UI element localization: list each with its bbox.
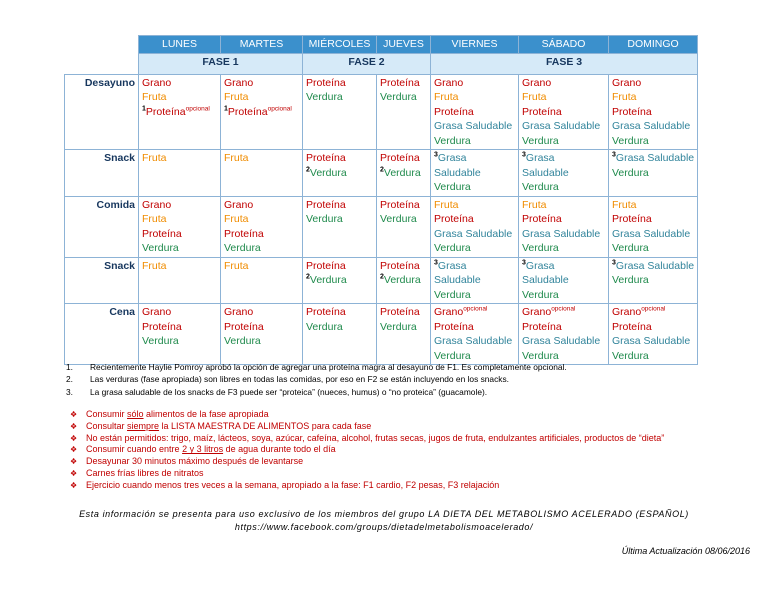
footnote: 3. La grasa saludable de los snacks de F3 puede ser “proteica” (nueces, humus) o “no proteica” (guacamole). bbox=[66, 386, 488, 397]
footnote: 2. Las verduras (fase apropiada) son libres en todas las comidas, por eso en F2 se están incluyendo en los snacks. bbox=[66, 374, 509, 385]
rule-item: ❖ Consumir sólo alimentos de la fase apropiada bbox=[70, 409, 269, 419]
row-cena bbox=[65, 304, 698, 365]
diamond-bullet-icon: ❖ bbox=[70, 421, 78, 431]
rule-item: ❖ Desayunar 30 minutos máximo después de levantarse bbox=[70, 456, 304, 467]
cell: Grano Fruta Proteína Grasa Saludable Verdura bbox=[609, 74, 698, 150]
phase-2: FASE 2 bbox=[303, 53, 431, 74]
cell: Fruta bbox=[139, 257, 221, 304]
cell: Proteína Verdura bbox=[377, 74, 431, 150]
cell: Proteína $^2$Verdura bbox=[377, 257, 431, 304]
diamond-bullet-icon: ❖ bbox=[70, 468, 78, 478]
diamond-bullet-icon: ❖ bbox=[70, 480, 78, 490]
last-updated: Última Actualización 08/06/2016 bbox=[621, 546, 750, 556]
diamond-bullet-icon: ❖ bbox=[70, 433, 78, 443]
rule-item: ❖ No están permitidos: trigo, maíz, lácteos, soya, azúcar, cafeína, alcohol, frutas secas, jugos de fruta, endulzantes artificiales, productos de “dieta” bbox=[70, 432, 665, 443]
cell: Grano Proteína Verdura bbox=[139, 304, 221, 365]
cell: $^3$Grasa Saludable Verdura bbox=[431, 257, 519, 304]
cell: Grano$^{opcional}$ Proteína Grasa Saludable Verdura bbox=[431, 304, 519, 365]
rule-item: ❖ Carnes frías libres de nitratos bbox=[70, 467, 204, 478]
meal-label: Desayuno bbox=[65, 74, 139, 150]
row-desayuno bbox=[65, 74, 698, 150]
cell: Proteína $^2$Verdura bbox=[303, 150, 377, 197]
corner-cell bbox=[65, 36, 139, 75]
cell: Grano Fruta Proteína Verdura bbox=[221, 196, 303, 257]
footer-disclaimer bbox=[0, 508, 768, 534]
cell: Fruta Proteína Grasa Saludable Verdura bbox=[519, 196, 609, 257]
cell: Proteína Verdura bbox=[303, 304, 377, 365]
day-header-row bbox=[65, 36, 698, 54]
cell: Fruta bbox=[221, 150, 303, 197]
day-martes: MARTES bbox=[221, 36, 303, 54]
diamond-bullet-icon: ❖ bbox=[70, 457, 78, 467]
cell: Grano Fruta Proteína Verdura bbox=[139, 196, 221, 257]
footer-line-1: Esta información se presenta para uso exclusivo de los miembros del grupo LA DIETA DEL METABOLISMO ACELERADO (ESPAÑOL) bbox=[79, 509, 689, 519]
meal-label: Comida bbox=[65, 196, 139, 257]
rule-item: ❖ Consumir cuando entre 2 y 3 litros de agua durante todo el día bbox=[70, 444, 336, 455]
day-domingo: DOMINGO bbox=[609, 36, 698, 54]
cell: Grano Fruta $^1$Proteína$^{opcional}$ bbox=[221, 74, 303, 150]
row-snack-2 bbox=[65, 257, 698, 304]
meal-plan-table bbox=[64, 35, 698, 365]
cell: Grano Fruta Proteína Grasa Saludable Verdura bbox=[431, 74, 519, 150]
cell: $^3$Grasa Saludable Verdura bbox=[431, 150, 519, 197]
cell: Proteína Verdura bbox=[377, 304, 431, 365]
cell: $^3$Grasa Saludable Verdura bbox=[609, 150, 698, 197]
phase-3: FASE 3 bbox=[431, 53, 698, 74]
cell: $^3$Grasa Saludable Verdura bbox=[519, 150, 609, 197]
phase-header-row bbox=[65, 53, 698, 74]
cell: Fruta bbox=[139, 150, 221, 197]
day-viernes: VIERNES bbox=[431, 36, 519, 54]
footnotes bbox=[66, 361, 567, 398]
footer-link[interactable]: https://www.facebook.com/groups/dietadelmetabolismoacelerado/ bbox=[234, 522, 534, 532]
cell: $^3$Grasa Saludable Verdura bbox=[609, 257, 698, 304]
cell: $^3$Grasa Saludable Verdura bbox=[519, 257, 609, 304]
phase-1: FASE 1 bbox=[139, 53, 303, 74]
meal-label: Snack bbox=[65, 150, 139, 197]
day-jueves: JUEVES bbox=[377, 36, 431, 54]
cell: Proteína $^2$Verdura bbox=[377, 150, 431, 197]
cell: Fruta Proteína Grasa Saludable Verdura bbox=[609, 196, 698, 257]
cell: Grano Fruta $^1$Proteína$^{opcional}$ bbox=[139, 74, 221, 150]
rules-list bbox=[70, 409, 664, 492]
cell: Proteína Verdura bbox=[377, 196, 431, 257]
rule-item: ❖ Consultar siempre la LISTA MAESTRA DE ALIMENTOS para cada fase bbox=[70, 420, 372, 431]
rule-item: ❖ Ejercicio cuando menos tres veces a la semana, apropiado a la fase: F1 cardio, F2 pesas, F3 relajación bbox=[70, 479, 500, 490]
day-lunes: LUNES bbox=[139, 36, 221, 54]
diamond-bullet-icon: ❖ bbox=[70, 445, 78, 455]
day-sabado: SÁBADO bbox=[519, 36, 609, 54]
diamond-bullet-icon: ❖ bbox=[70, 410, 78, 419]
day-miercoles: MIÉRCOLES bbox=[303, 36, 377, 54]
cell: Proteína $^2$Verdura bbox=[303, 257, 377, 304]
meal-label: Snack bbox=[65, 257, 139, 304]
cell: Grano$^{opcional}$ Proteína Grasa Saludable Verdura bbox=[609, 304, 698, 365]
cell: Proteína Verdura bbox=[303, 74, 377, 150]
row-comida bbox=[65, 196, 698, 257]
cell: Fruta Proteína Grasa Saludable Verdura bbox=[431, 196, 519, 257]
cell: Grano Fruta Proteína Grasa Saludable Verdura bbox=[519, 74, 609, 150]
meal-label: Cena bbox=[65, 304, 139, 365]
cell: Fruta bbox=[221, 257, 303, 304]
cell: Proteína Verdura bbox=[303, 196, 377, 257]
footnote: 1. Recientemente Haylie Pomroy aprobó la opción de agregar una proteína magra al desayuno de F1. Es completamente opcional. bbox=[66, 362, 567, 372]
cell: Grano$^{opcional}$ Proteína Grasa Saludable Verdura bbox=[519, 304, 609, 365]
cell: Grano Proteína Verdura bbox=[221, 304, 303, 365]
row-snack-1 bbox=[65, 150, 698, 197]
